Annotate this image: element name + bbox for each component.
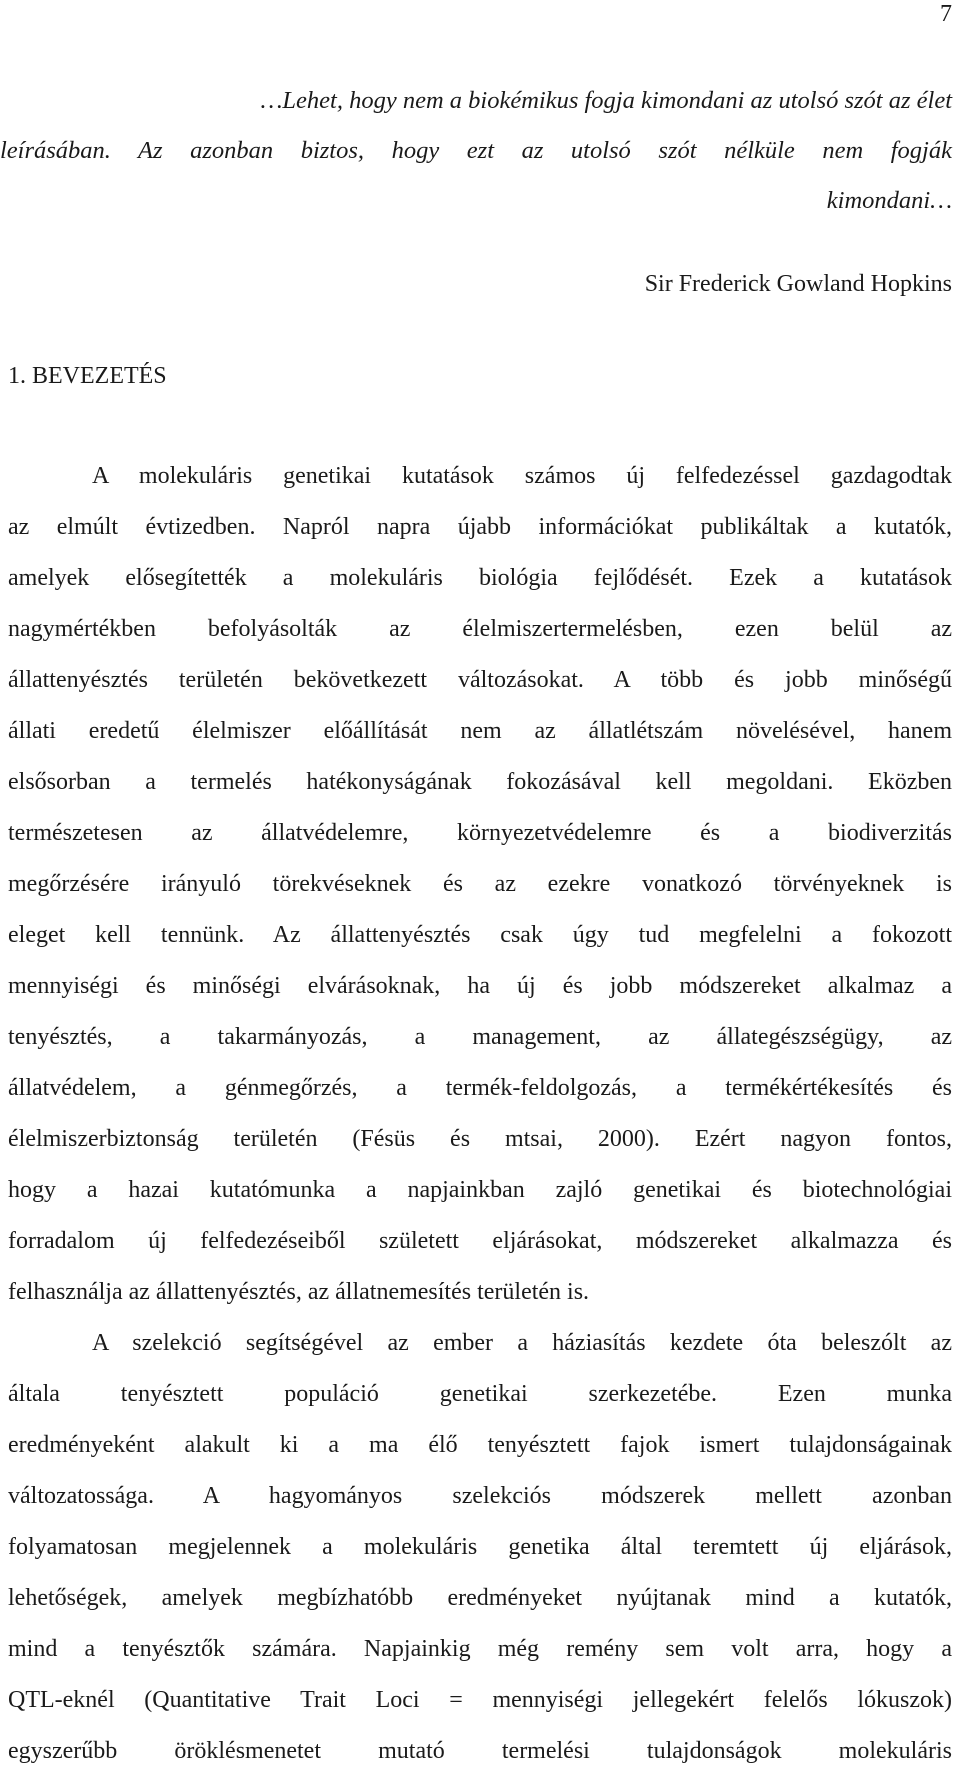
paragraph	[8, 458, 952, 1325]
text-line: megőrzésére irányuló törekvéseknek és az ezekre vonatkozó törvényeknek is	[8, 871, 952, 897]
text-line: mind a tenyésztők számára. Napjainkig még remény sem volt arra, hogy a	[8, 1636, 952, 1662]
epigraph-line: …Lehet, hogy nem a biokémikus fogja kimondani az utolsó szót az élet	[260, 87, 952, 114]
text-line: eleget kell tennünk. Az állattenyésztés csak úgy tud megfelelni a fokozott	[8, 922, 952, 948]
body-text	[8, 458, 952, 1784]
text-line: tenyésztés, a takarmányozás, a management, az állategészségügy, az	[8, 1024, 952, 1050]
text-line: egyszerűbb öröklésmenetet mutató termelési tulajdonságok molekuláris	[8, 1738, 952, 1764]
text-line: lehetőségek, amelyek megbízhatóbb eredményeket nyújtanak mind a kutatók,	[8, 1585, 952, 1611]
epigraph-line: leírásában. Az azonban biztos, hogy ezt az utolsó szót nélküle nem fogják	[0, 137, 952, 164]
text-line: mennyiségi és minőségi elvárásoknak, ha új és jobb módszereket alkalmaz a	[8, 973, 952, 999]
paragraph	[8, 1325, 952, 1784]
text-line: nagymértékben befolyásolták az élelmiszertermelésben, ezen belül az	[8, 616, 952, 642]
epigraph-attribution: Sir Frederick Gowland Hopkins	[644, 271, 952, 297]
text-line: QTL-eknél (Quantitative Trait Loci = mennyiségi jellegekért felelős lókuszok)	[8, 1687, 952, 1713]
page-number: 7	[940, 1, 952, 27]
text-line: A molekuláris genetikai kutatások számos új felfedezéssel gazdagodtak	[92, 463, 952, 489]
epigraph-line: kimondani…	[826, 187, 952, 214]
text-line: eredményeként alakult ki a ma élő tenyésztett fajok ismert tulajdonságainak	[8, 1432, 952, 1458]
text-line: természetesen az állatvédelemre, környezetvédelemre és a biodiverzitás	[8, 820, 952, 846]
text-line: folyamatosan megjelennek a molekuláris genetika által teremtett új eljárások,	[8, 1534, 952, 1560]
text-line: forradalom új felfedezéseiből született eljárásokat, módszereket alkalmazza és	[8, 1228, 952, 1254]
section-heading: 1. BEVEZETÉS	[8, 363, 167, 389]
text-line: elsősorban a termelés hatékonyságának fokozásával kell megoldani. Eközben	[8, 769, 952, 795]
text-line: állatvédelem, a génmegőrzés, a termék-feldolgozás, a termékértékesítés és	[8, 1075, 952, 1101]
text-line: élelmiszerbiztonság területén (Fésüs és mtsai, 2000). Ezért nagyon fontos,	[8, 1126, 952, 1152]
text-line: állattenyésztés területén bekövetkezett változásokat. A több és jobb minőségű	[8, 667, 952, 693]
text-line: A szelekció segítségével az ember a háziasítás kezdete óta beleszólt az	[92, 1330, 952, 1356]
text-line: amelyek elősegítették a molekuláris biológia fejlődését. Ezek a kutatások	[8, 565, 952, 591]
text-line: felhasználja az állattenyésztés, az állatnemesítés területén is.	[8, 1279, 590, 1305]
epigraph	[0, 76, 952, 226]
text-line: általa tenyésztett populáció genetikai szerkezetébe. Ezen munka	[8, 1381, 952, 1407]
text-line: hogy a hazai kutatómunka a napjainkban zajló genetikai és biotechnológiai	[8, 1177, 952, 1203]
text-line: az elmúlt évtizedben. Napról napra újabb információkat publikáltak a kutatók,	[8, 514, 952, 540]
text-line: állati eredetű élelmiszer előállítását nem az állatlétszám növelésével, hanem	[8, 718, 952, 744]
text-line: változatossága. A hagyományos szelekciós módszerek mellett azonban	[8, 1483, 952, 1509]
